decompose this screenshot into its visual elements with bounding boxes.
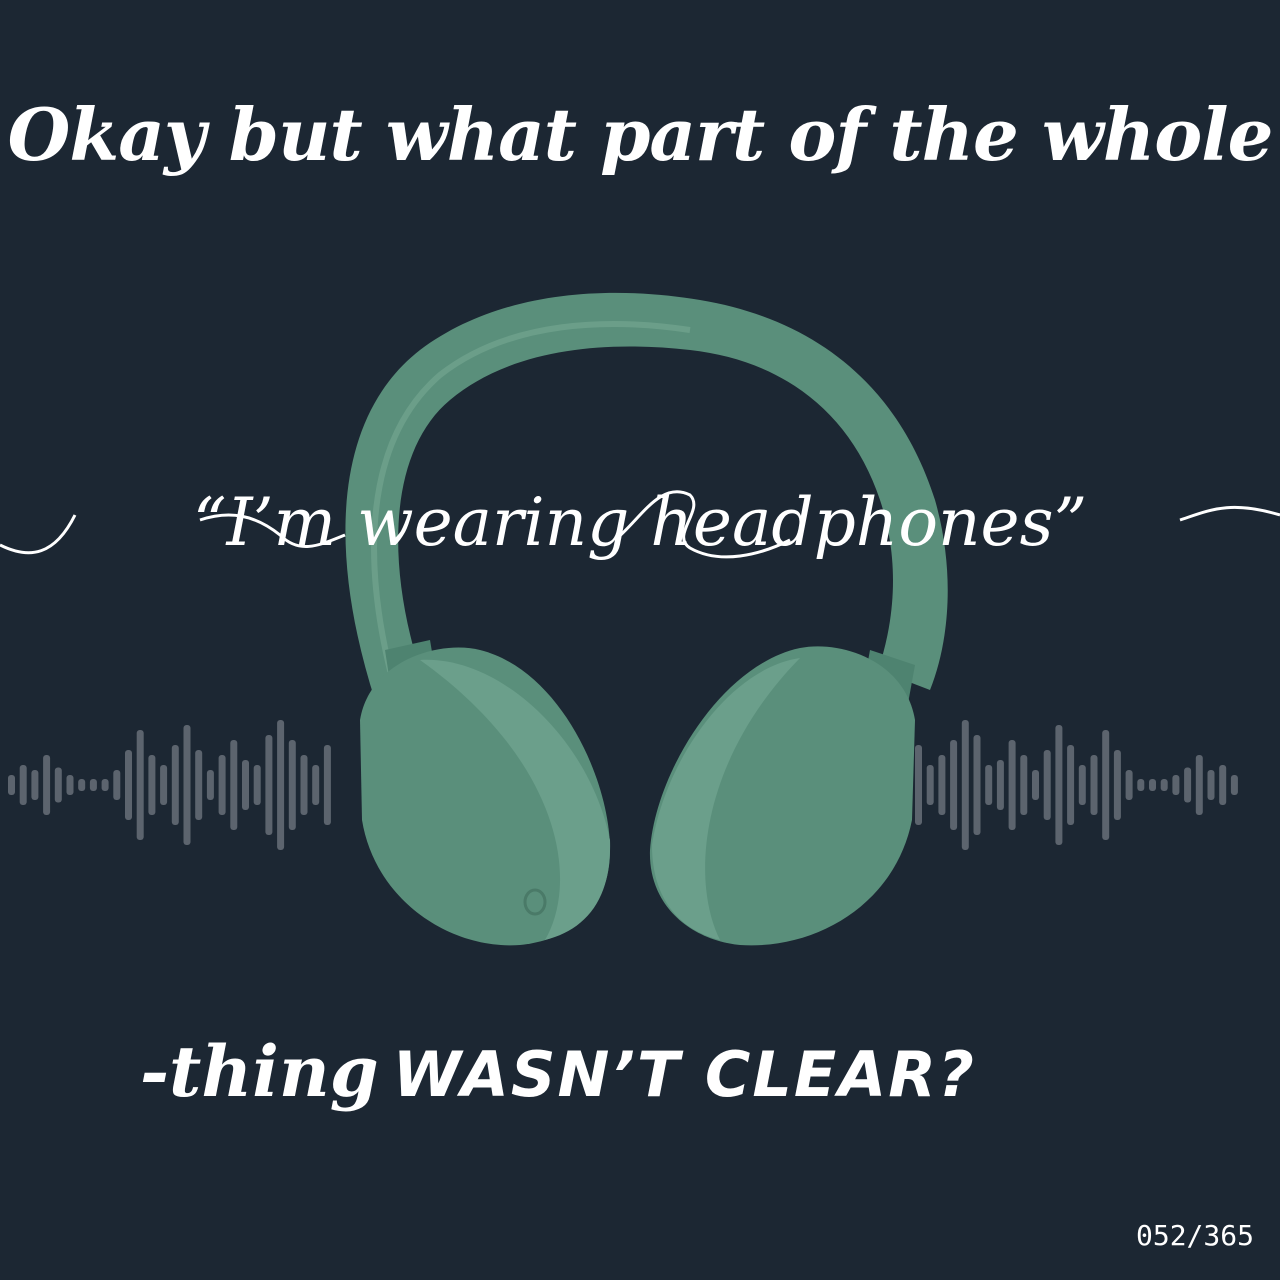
waveform-bar xyxy=(102,779,109,791)
waveform-bar xyxy=(1055,725,1062,845)
waveform-bar xyxy=(962,720,969,850)
waveform-bar xyxy=(31,770,38,800)
waveform-bar xyxy=(219,755,226,815)
waveform-bar xyxy=(160,765,167,805)
waveform-bar xyxy=(289,740,296,830)
waveform-bar xyxy=(8,775,15,795)
waveform-bar xyxy=(950,740,957,830)
waveform-bar xyxy=(324,745,331,825)
waveform-bar xyxy=(997,760,1004,810)
waveform-bar xyxy=(277,720,284,850)
waveform-bar xyxy=(1114,750,1121,820)
waveform-bar xyxy=(1172,775,1179,795)
waveform-bar xyxy=(1020,755,1027,815)
waveform-bar xyxy=(184,725,191,845)
waveform-bar xyxy=(43,755,50,815)
waveform-bar xyxy=(230,740,237,830)
waveform-bar xyxy=(1102,730,1109,840)
waveform-bar xyxy=(55,768,62,803)
waveform-bar xyxy=(20,765,27,805)
headline: Okay but what part of the whole xyxy=(7,92,1273,177)
quote-text: “I’m wearing headphones” xyxy=(192,484,1088,561)
waveform-bar xyxy=(1219,765,1226,805)
bottom-bold-text: WASN’T CLEAR? xyxy=(392,1038,976,1111)
waveform-bar xyxy=(301,755,308,815)
sound-waveform xyxy=(8,720,1238,850)
waveform-bar xyxy=(1184,768,1191,803)
waveform-bar xyxy=(67,775,74,795)
waveform-bar xyxy=(1126,770,1133,800)
waveform-bar xyxy=(137,730,144,840)
waveform-bar xyxy=(1161,779,1168,791)
headphones-icon xyxy=(345,293,947,946)
waveform-bar xyxy=(1231,775,1238,795)
waveform-bar xyxy=(974,735,981,835)
bottom-line xyxy=(140,1030,976,1113)
waveform-bar xyxy=(242,760,249,810)
waveform-bar xyxy=(1091,755,1098,815)
waveform-bar xyxy=(148,755,155,815)
waveform-bar xyxy=(78,779,85,791)
waveform-bar xyxy=(938,755,945,815)
waveform-bar xyxy=(915,745,922,825)
waveform-bar xyxy=(1079,765,1086,805)
waveform-bar xyxy=(1149,779,1156,791)
waveform-bar xyxy=(254,765,261,805)
waveform-bar xyxy=(172,745,179,825)
waveform-bar xyxy=(927,765,934,805)
waveform-bar xyxy=(1137,779,1144,791)
day-counter: 052/365 xyxy=(1135,1219,1254,1252)
waveform-bar xyxy=(195,750,202,820)
waveform-bar xyxy=(1032,770,1039,800)
waveform-bar xyxy=(90,779,97,791)
waveform-bar xyxy=(125,750,132,820)
waveform-bar xyxy=(113,770,120,800)
waveform-bar xyxy=(1208,770,1215,800)
waveform-bar xyxy=(265,735,272,835)
waveform-bar xyxy=(312,765,319,805)
bottom-script-text: -thing xyxy=(140,1030,379,1113)
waveform-bar xyxy=(1196,755,1203,815)
waveform-bar xyxy=(1067,745,1074,825)
waveform-bar xyxy=(1044,750,1051,820)
waveform-bar xyxy=(1009,740,1016,830)
waveform-bar xyxy=(985,765,992,805)
waveform-bar xyxy=(207,770,214,800)
